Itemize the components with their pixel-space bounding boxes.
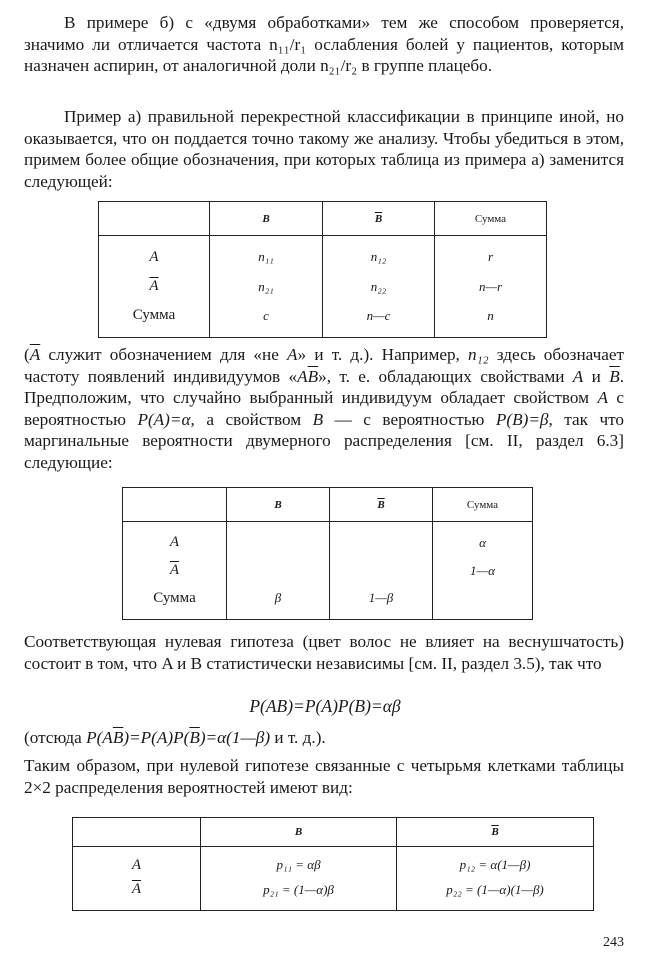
table-cell [330,522,433,558]
table-header-cell [73,818,201,847]
table-row [123,584,533,620]
table-cell: n₂₁ [210,273,323,300]
table-cell: p₂₂ = (1—α)(1—β) [397,877,594,910]
row-label: A [73,847,201,878]
paragraph-3: ($\overline{A}$ служит обозначением для «не A» и т. д.). Например, n₁₂ здесь обозначает частоту появлений индивидуумов «$A\overline{B}$», т. е. обладающих свойствами A и $\overline{B}$. Предположим, что случайно выбранный индивидуум обладает свойством A с вероятностью P(A)=α, а свойством B — с вероятностью P(B)=β, так что маргинальные вероятности двумерного распределения [см. II, раздел 6.3] следующие: [24,345,625,472]
row-label: $\overline{A}$ [123,557,227,583]
table-header-row [73,818,594,847]
table-header-cell: B [210,202,323,236]
table-header-cell: $\overline{B}$ [397,818,594,847]
table-header-cell: Сумма [435,202,547,236]
table-row [73,877,594,910]
paragraph-4: Соответствующая нулевая гипотеза (цвет волос не влияет на веснушчатость) состоит в том, что A и B статистически независимы [см. II, раздел 3.5), так что [24,632,624,673]
table-cell: p₂₁ = (1—α)β [201,877,397,910]
table-null-hypothesis-probabilities [72,817,594,911]
table-cell [433,584,533,620]
table-header-cell: B [201,818,397,847]
row-label: $\overline{A}$ [73,877,201,910]
table-marginal-probabilities [122,487,533,620]
table-cell [330,557,433,583]
table-cell [227,557,330,583]
table-header-cell: $\overline{B}$ [323,202,435,236]
table-cell: β [227,584,330,620]
table-cell: n [435,300,547,337]
table-cell: n—r [435,273,547,300]
table-cell: n₁₂ [323,236,435,273]
formula-independence: P(AB)=P(A)P(B)=αβ [249,696,401,716]
table-row [99,236,547,273]
table-cell [227,522,330,558]
paragraph-2: Пример а) правильной перекрестной классификации в принципе иной, но оказывается, что он поддается точно такому же анализу. Чтобы убедиться в этом, примем более общие обозначения, при которых таблица из примера а) заменится следующей: [24,107,624,191]
row-label: A [99,236,210,273]
paragraph-6: Таким образом, при нулевой гипотезе связанные с четырьмя клетками таблицы 2×2 распределения вероятностей имеют вид: [24,756,624,797]
row-label: A [123,522,227,558]
row-label: Сумма [123,584,227,620]
table-header-cell: B [227,488,330,522]
table-cell: r [435,236,547,273]
table-header-row [99,202,547,236]
table-cell: 1—α [433,557,533,583]
paragraph-1: В примере б) с «двумя обработками» тем же способом проверяется, значимо ли отличается частота n₁₁/r₁ ослабления болей у пациентов, которым назначен аспирин, от аналогичной доли n₂₁/r₂ в группе плацебо. [24,13,624,76]
table-cell: 1—β [330,584,433,620]
table-header-cell [123,488,227,522]
table-cell: p₁₁ = αβ [201,847,397,878]
row-label: Сумма [99,300,210,337]
table-contingency-notation [98,201,547,338]
table-header-cell: $\overline{B}$ [330,488,433,522]
table-cell: n—c [323,300,435,337]
page-number: 243 [603,935,624,950]
table-header-row [123,488,533,522]
paragraph-5: (отсюда $P(A\overline{B})=P(A)P(\overline{B})=\alpha(1—\beta)$ и т. д.). [24,728,326,747]
table-row [73,847,594,878]
table-row [99,300,547,337]
table-row [99,273,547,300]
table-cell: c [210,300,323,337]
table-header-cell [99,202,210,236]
table-row [123,522,533,558]
row-label: $\overline{A}$ [99,273,210,300]
table-cell: n₁₁ [210,236,323,273]
table-cell: p₁₂ = α(1—β) [397,847,594,878]
table-header-cell: Сумма [433,488,533,522]
table-cell: α [433,522,533,558]
table-cell: n₂₂ [323,273,435,300]
table-row [123,557,533,583]
